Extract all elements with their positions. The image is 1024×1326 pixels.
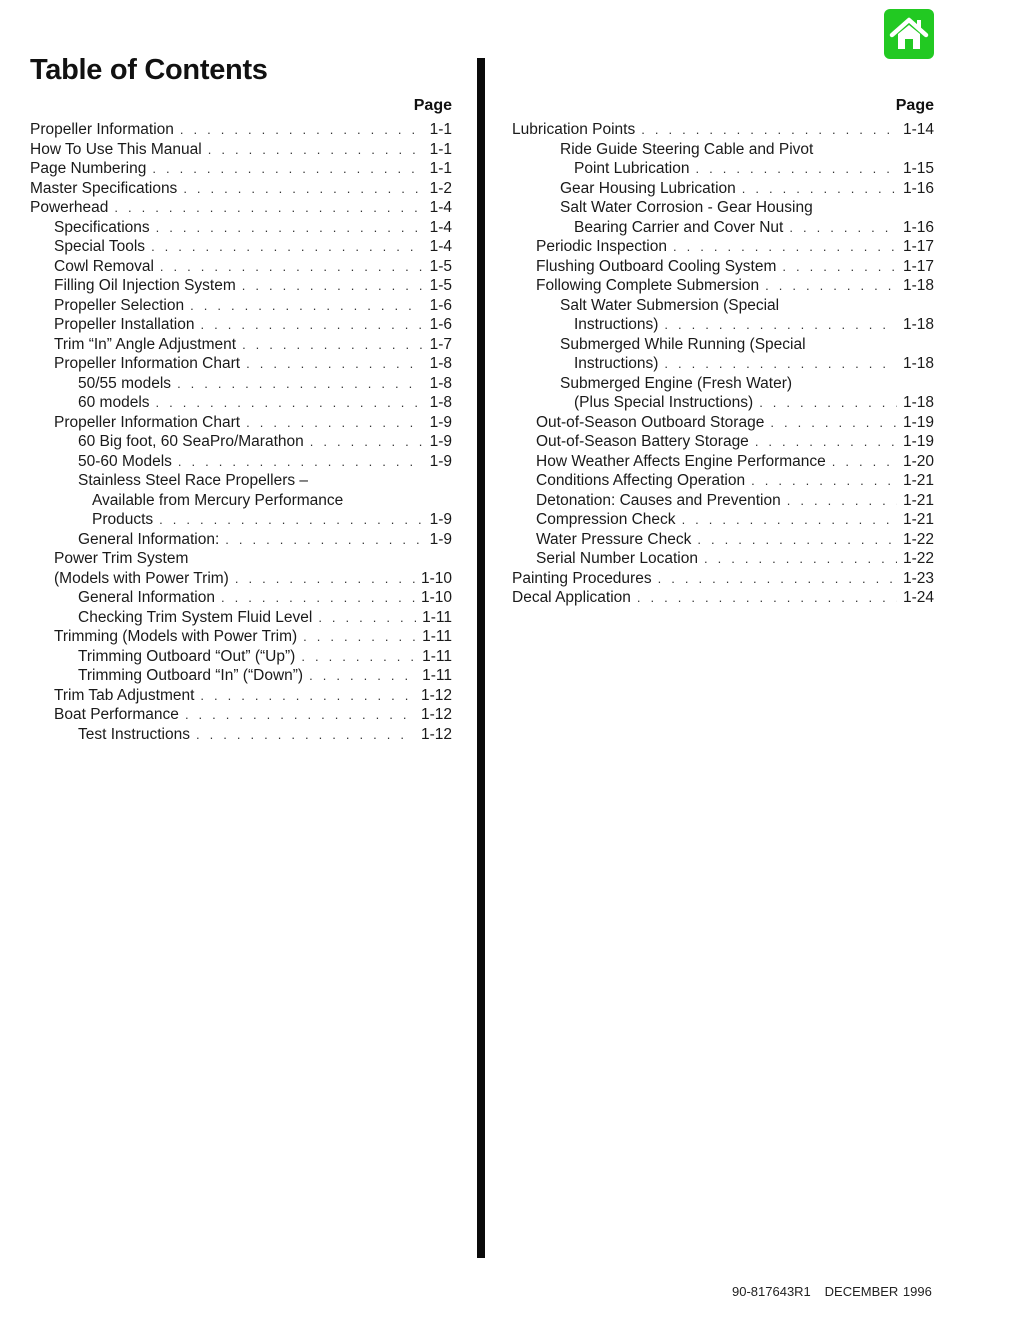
dot-leader — [309, 666, 416, 686]
toc-left-column — [30, 96, 452, 744]
dot-leader — [704, 549, 897, 569]
document-number: 90-817643R1 — [732, 1284, 811, 1299]
toc-entry-page: 1-16 — [902, 179, 934, 197]
toc-entry-label: Water Pressure Check — [536, 530, 692, 548]
page-title: Table of Contents — [30, 54, 268, 86]
toc-entry-page: 1-4 — [429, 218, 452, 236]
toc-entry-page: 1-9 — [429, 433, 452, 450]
dot-leader — [246, 413, 422, 433]
toc-entry-page: 1-9 — [429, 530, 452, 548]
toc-entry-page: 1-18 — [902, 394, 934, 411]
toc-entry-label: Serial Number Location — [536, 550, 698, 567]
toc-entry-label: Point Lubrication — [574, 160, 690, 177]
home-button[interactable] — [884, 9, 934, 59]
toc-entry[interactable] — [30, 725, 452, 745]
dot-leader — [151, 237, 422, 257]
dot-leader — [641, 120, 897, 140]
toc-entry-page: 1-18 — [902, 316, 934, 333]
dot-leader — [832, 452, 897, 472]
toc-entry[interactable] — [512, 218, 934, 238]
toc-entry-page: 1-8 — [429, 355, 452, 372]
toc-entry-page: 1-4 — [429, 199, 452, 216]
toc-entry[interactable] — [30, 120, 452, 140]
toc-entry[interactable] — [512, 588, 934, 608]
toc-entry[interactable] — [512, 549, 934, 569]
toc-entry[interactable] — [512, 510, 934, 530]
dot-leader — [658, 569, 897, 589]
toc-entry[interactable] — [30, 666, 452, 686]
toc-entry-continued — [512, 198, 934, 218]
toc-entry-label: Stainless Steel Race Propellers – — [78, 472, 309, 489]
toc-entry-label: 60 models — [78, 394, 150, 411]
toc-entry-page: 1-12 — [420, 686, 452, 704]
toc-entry[interactable] — [30, 296, 452, 316]
toc-entry-label: Checking Trim System Fluid Level — [78, 608, 313, 626]
toc-entry-label: Propeller Selection — [54, 296, 185, 314]
toc-entry-page: 1-9 — [429, 511, 452, 528]
dot-leader — [208, 140, 422, 160]
toc-entry-label: 60 Big foot, 60 SeaPro/Marathon — [78, 433, 304, 450]
dot-leader — [200, 686, 415, 706]
toc-entry-label: Flushing Outboard Cooling System — [536, 257, 777, 275]
toc-entry-continued — [512, 140, 934, 160]
toc-entry-page: 1-21 — [902, 511, 934, 528]
toc-entry-page: 1-19 — [902, 413, 934, 431]
toc-entry-label: Propeller Information Chart — [54, 355, 241, 372]
toc-entry-label: Gear Housing Lubrication — [560, 179, 736, 197]
toc-entry-page: 1-11 — [422, 667, 452, 684]
toc-entry-page: 1-8 — [429, 394, 452, 411]
toc-entry-label: Trim Tab Adjustment — [54, 686, 195, 704]
toc-entry[interactable] — [512, 159, 934, 179]
toc-entry-page: 1-11 — [422, 628, 452, 645]
toc-entry[interactable] — [512, 179, 934, 199]
toc-entry-page: 1-16 — [902, 218, 934, 236]
toc-entry-label: 50-60 Models — [78, 452, 172, 470]
toc-entry[interactable] — [30, 315, 452, 335]
toc-entry-continued — [30, 549, 452, 569]
dot-leader — [159, 510, 422, 530]
toc-entry[interactable] — [512, 120, 934, 140]
document-date: DECEMBER 1996 — [824, 1284, 932, 1299]
toc-entry-page: 1-20 — [902, 452, 934, 470]
toc-entry-continued — [512, 335, 934, 355]
toc-entry-page: 1-10 — [420, 589, 452, 606]
toc-entry[interactable] — [30, 510, 452, 530]
dot-leader — [765, 276, 897, 296]
toc-entry[interactable] — [30, 335, 452, 355]
toc-entry-label: General Information: — [78, 530, 220, 548]
toc-entry-page: 1-2 — [429, 179, 452, 197]
toc-list — [512, 120, 934, 608]
page-column-header: Page — [895, 97, 934, 114]
toc-right-column — [512, 96, 934, 608]
toc-entry-label: Submerged While Running (Special — [560, 335, 806, 353]
toc-entry-label: Out-of-Season Outboard Storage — [536, 413, 765, 431]
toc-entry[interactable] — [512, 471, 934, 491]
toc-entry-label: Trim “In” Angle Adjustment — [54, 335, 237, 353]
toc-entry-continued — [512, 374, 934, 394]
toc-entry-continued — [30, 491, 452, 511]
toc-entry[interactable] — [30, 393, 452, 413]
toc-entry[interactable] — [30, 218, 452, 238]
toc-list — [30, 120, 452, 744]
toc-entry-label: Propeller Information Chart — [54, 413, 241, 431]
toc-entry-page: 1-12 — [420, 725, 452, 743]
toc-entry-label: Products — [92, 511, 154, 528]
toc-entry-label: General Information — [78, 589, 215, 606]
toc-entry-page: 1-18 — [902, 355, 934, 372]
dot-leader — [303, 627, 416, 647]
toc-entry-page: 1-11 — [422, 608, 452, 626]
toc-entry-page: 1-21 — [902, 491, 934, 509]
toc-entry-page: 1-5 — [429, 257, 452, 275]
dot-leader — [301, 647, 416, 667]
toc-entry-label: Trimming Outboard “Out” (“Up”) — [78, 647, 296, 665]
toc-entry-page: 1-17 — [902, 257, 934, 275]
toc-entry-label: Special Tools — [54, 238, 146, 255]
dot-leader — [742, 179, 897, 199]
toc-entry[interactable] — [30, 374, 452, 394]
toc-entry-label: Master Specifications — [30, 179, 178, 197]
toc-entry-label: Power Trim System — [54, 550, 189, 567]
toc-entry[interactable] — [512, 257, 934, 277]
toc-entry-page: 1-9 — [429, 452, 452, 470]
toc-entry-page: 1-1 — [429, 121, 452, 138]
toc-entry[interactable] — [512, 237, 934, 257]
toc-entry[interactable] — [30, 588, 452, 608]
toc-entry-page: 1-23 — [902, 569, 934, 587]
toc-entry[interactable] — [512, 413, 934, 433]
dot-leader — [789, 218, 897, 238]
toc-entry-label: (Plus Special Instructions) — [574, 394, 754, 411]
toc-entry-label: Powerhead — [30, 199, 109, 216]
toc-entry-continued — [512, 296, 934, 316]
toc-entry-label: Bearing Carrier and Cover Nut — [574, 218, 784, 236]
column-divider — [477, 58, 485, 1258]
dot-leader — [177, 374, 422, 394]
toc-entry[interactable] — [30, 647, 452, 667]
toc-entry-label: Detonation: Causes and Prevention — [536, 491, 781, 509]
toc-entry-page: 1-1 — [429, 160, 452, 177]
document-footer — [732, 1284, 932, 1299]
toc-entry[interactable] — [30, 608, 452, 628]
toc-entry[interactable] — [30, 276, 452, 296]
dot-leader — [185, 705, 415, 725]
toc-entry-page: 1-7 — [429, 335, 452, 353]
toc-entry-label: Propeller Information — [30, 121, 174, 138]
toc-entry-page: 1-6 — [429, 296, 452, 314]
dot-leader — [242, 335, 422, 355]
dot-leader — [664, 315, 897, 335]
toc-entry[interactable] — [30, 198, 452, 218]
toc-entry[interactable] — [512, 569, 934, 589]
toc-entry-label: Filling Oil Injection System — [54, 277, 236, 294]
toc-entry-page: 1-22 — [902, 530, 934, 548]
dot-leader — [196, 725, 415, 745]
dot-leader — [160, 257, 422, 277]
toc-entry-page: 1-24 — [902, 589, 934, 606]
dot-leader — [759, 393, 897, 413]
toc-entry-page: 1-12 — [420, 706, 452, 723]
toc-entry-page: 1-8 — [429, 374, 452, 392]
dot-leader — [242, 276, 422, 296]
toc-entry-page: 1-1 — [429, 140, 452, 158]
dot-leader — [682, 510, 897, 530]
toc-entry-label: Instructions) — [574, 355, 659, 372]
dot-leader — [246, 354, 422, 374]
toc-entry[interactable] — [30, 140, 452, 160]
toc-entry-page: 1-22 — [902, 550, 934, 567]
toc-entry-page: 1-17 — [902, 238, 934, 255]
toc-entry-label: Page Numbering — [30, 160, 147, 177]
toc-entry-label: Ride Guide Steering Cable and Pivot — [560, 140, 814, 158]
toc-entry-label: Specifications — [54, 218, 150, 236]
toc-entry-page: 1-18 — [902, 277, 934, 294]
toc-entry-label: Available from Mercury Performance — [92, 491, 344, 509]
dot-leader — [183, 179, 422, 199]
toc-entry[interactable] — [30, 413, 452, 433]
toc-entry-label: Conditions Affecting Operation — [536, 472, 746, 489]
toc-entry[interactable] — [30, 686, 452, 706]
dot-leader — [178, 452, 422, 472]
toc-entry-label: 50/55 models — [78, 374, 172, 392]
dot-leader — [310, 432, 422, 452]
toc-entry[interactable] — [512, 432, 934, 452]
dot-leader — [770, 413, 897, 433]
toc-entry[interactable] — [30, 159, 452, 179]
dot-leader — [787, 491, 897, 511]
toc-entry-page: 1-6 — [429, 316, 452, 333]
toc-entry-label: Lubrication Points — [512, 121, 636, 138]
dot-leader — [225, 530, 422, 550]
toc-entry-label: Salt Water Submersion (Special — [560, 296, 780, 314]
toc-entry[interactable] — [512, 393, 934, 413]
toc-entry-label: Trimming Outboard “In” (“Down”) — [78, 667, 304, 684]
toc-entry-label: Cowl Removal — [54, 257, 154, 275]
toc-entry-label: Compression Check — [536, 511, 676, 528]
toc-entry-page: 1-10 — [420, 569, 452, 587]
dot-leader — [200, 315, 422, 335]
toc-entry[interactable] — [512, 491, 934, 511]
dot-leader — [637, 588, 897, 608]
toc-entry[interactable] — [30, 705, 452, 725]
toc-entry-label: Decal Application — [512, 589, 631, 606]
toc-entry[interactable] — [30, 257, 452, 277]
toc-entry-label: (Models with Power Trim) — [54, 569, 229, 587]
toc-entry[interactable] — [512, 354, 934, 374]
toc-entry[interactable] — [30, 354, 452, 374]
home-icon — [889, 15, 929, 53]
toc-entry-page: 1-5 — [429, 277, 452, 294]
toc-entry[interactable] — [30, 432, 452, 452]
dot-leader — [152, 159, 422, 179]
toc-entry[interactable] — [30, 569, 452, 589]
dot-leader — [695, 159, 897, 179]
dot-leader — [782, 257, 897, 277]
toc-entry[interactable] — [512, 530, 934, 550]
page-column-header: Page — [413, 97, 452, 114]
toc-entry-page: 1-21 — [902, 472, 934, 489]
toc-entry[interactable] — [512, 276, 934, 296]
dot-leader — [755, 432, 897, 452]
toc-entry-page: 1-4 — [429, 238, 452, 255]
dot-leader — [156, 393, 422, 413]
toc-entry-label: Submerged Engine (Fresh Water) — [560, 374, 793, 392]
toc-entry-label: Following Complete Submersion — [536, 277, 760, 294]
dot-leader — [156, 218, 422, 238]
toc-entry-label: Painting Procedures — [512, 569, 652, 587]
dot-leader — [190, 296, 422, 316]
dot-leader — [221, 588, 415, 608]
toc-entry-label: Propeller Installation — [54, 316, 195, 333]
toc-entry[interactable] — [30, 237, 452, 257]
dot-leader — [235, 569, 415, 589]
toc-entry-label: Instructions) — [574, 316, 659, 333]
toc-entry[interactable] — [30, 179, 452, 199]
toc-entry-label: Test Instructions — [78, 725, 190, 743]
dot-leader — [180, 120, 422, 140]
toc-entry-label: How Weather Affects Engine Performance — [536, 452, 826, 470]
toc-entry-label: Out-of-Season Battery Storage — [536, 433, 749, 450]
dot-leader — [318, 608, 416, 628]
toc-entry-label: Boat Performance — [54, 706, 179, 723]
dot-leader — [697, 530, 897, 550]
toc-entry-page: 1-15 — [902, 160, 934, 177]
toc-entry-label: How To Use This Manual — [30, 140, 202, 158]
dot-leader — [114, 198, 422, 218]
dot-leader — [664, 354, 897, 374]
toc-entry-label: Periodic Inspection — [536, 238, 667, 255]
toc-entry-continued — [30, 471, 452, 491]
toc-entry-label: Salt Water Corrosion - Gear Housing — [560, 199, 813, 216]
toc-entry[interactable] — [30, 530, 452, 550]
toc-entry[interactable] — [512, 452, 934, 472]
toc-entry-label: Trimming (Models with Power Trim) — [54, 628, 298, 645]
toc-entry[interactable] — [30, 452, 452, 472]
toc-entry-page: 1-11 — [422, 647, 452, 665]
toc-entry-page: 1-9 — [429, 413, 452, 431]
toc-entry[interactable] — [512, 315, 934, 335]
dot-leader — [673, 237, 897, 257]
toc-entry-page: 1-19 — [902, 433, 934, 450]
dot-leader — [751, 471, 897, 491]
toc-entry-page: 1-14 — [902, 121, 934, 138]
toc-entry[interactable] — [30, 627, 452, 647]
